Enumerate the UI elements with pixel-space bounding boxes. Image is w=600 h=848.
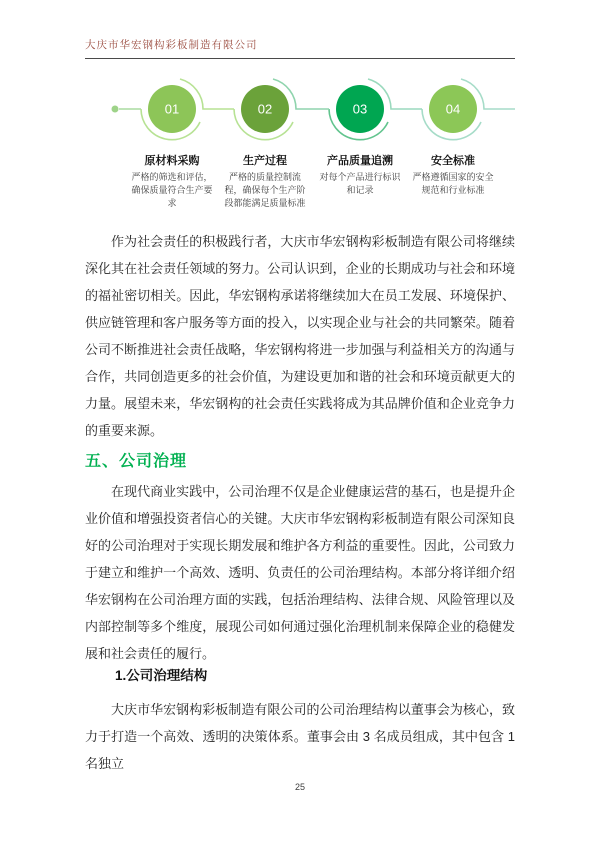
step3-number: 03 (352, 101, 368, 117)
document-header (85, 37, 515, 59)
subsection-heading-governance-structure: 1.公司治理结构 (115, 668, 208, 683)
diagram-start-dot (112, 106, 119, 113)
step1-title: 原材料采购 (144, 155, 200, 167)
step2-number: 02 (257, 101, 273, 117)
step4-title: 安全标准 (431, 155, 475, 167)
paragraph-governance-structure: 大庆市华宏钢构彩板制造有限公司的公司治理结构以董事会为核心，致力于打造一个高效、透明的决策体系。董事会由 3 名成员组成，其中包含 1 名独立 (85, 702, 515, 771)
step1-label (128, 152, 216, 210)
step4-number: 04 (445, 101, 461, 117)
step-labels-row (85, 152, 515, 226)
page-number: 25 (294, 782, 305, 792)
paragraph-social-responsibility: 作为社会责任的积极践行者，大庆市华宏钢构彩板制造有限公司将继续深化其在社会责任领域的努力。公司认识到，企业的长期成功与社会和环境的福祉密切相关。因此，华宏钢构承诺将继续加大在员工发展、环境保护、供应链管理和客户服务等方面的投入，以实现企业与社会的共同繁荣。随着公司不断推进社会责任战略，华宏钢构将进一步加强与利益相关方的沟通与合作，共同创造更多的社会价值，为建设更加和谐的社会和环境贡献更大的力量。展望未来，华宏钢构的社会责任实践将成为其品牌价值和企业竞争力的重要来源。 (85, 234, 515, 438)
step4-description: 严格遵循国家的安全规范和行业标准 (412, 172, 494, 195)
step3-description: 对每个产品进行标识和记录 (319, 172, 401, 195)
step1-number: 01 (164, 101, 180, 117)
step4-label (409, 152, 497, 197)
step3-title: 产品质量追溯 (327, 155, 393, 167)
step1-description: 严格的筛选和评估，确保质量符合生产要求 (131, 172, 213, 208)
step2-description: 严格的质量控制流程，确保每个生产阶段都能满足质量标准 (224, 172, 306, 208)
step2-title: 生产过程 (243, 155, 287, 167)
process-diagram (85, 76, 515, 148)
paragraph-governance-intro: 在现代商业实践中，公司治理不仅是企业健康运营的基石，也是提升企业价值和增强投资者信心的关键。大庆市华宏钢构彩板制造有限公司深知良好的公司治理对于实现长期发展和维护各方利益的重要性。因此，公司致力于建立和维护一个高效、透明、负责任的公司治理结构。本部分将详细介绍华宏钢构在公司治理方面的实践，包括治理结构、法律合规、风险管理以及内部控制等多个维度，展现公司如何通过强化治理机制来保障企业的稳健发展和社会责任的履行。 (85, 484, 515, 661)
step3-label (316, 152, 404, 197)
section-heading-governance: 五、公司治理 (85, 453, 188, 470)
company-name: 大庆市华宏钢构彩板制造有限公司 (85, 39, 258, 51)
step2-label (221, 152, 309, 210)
